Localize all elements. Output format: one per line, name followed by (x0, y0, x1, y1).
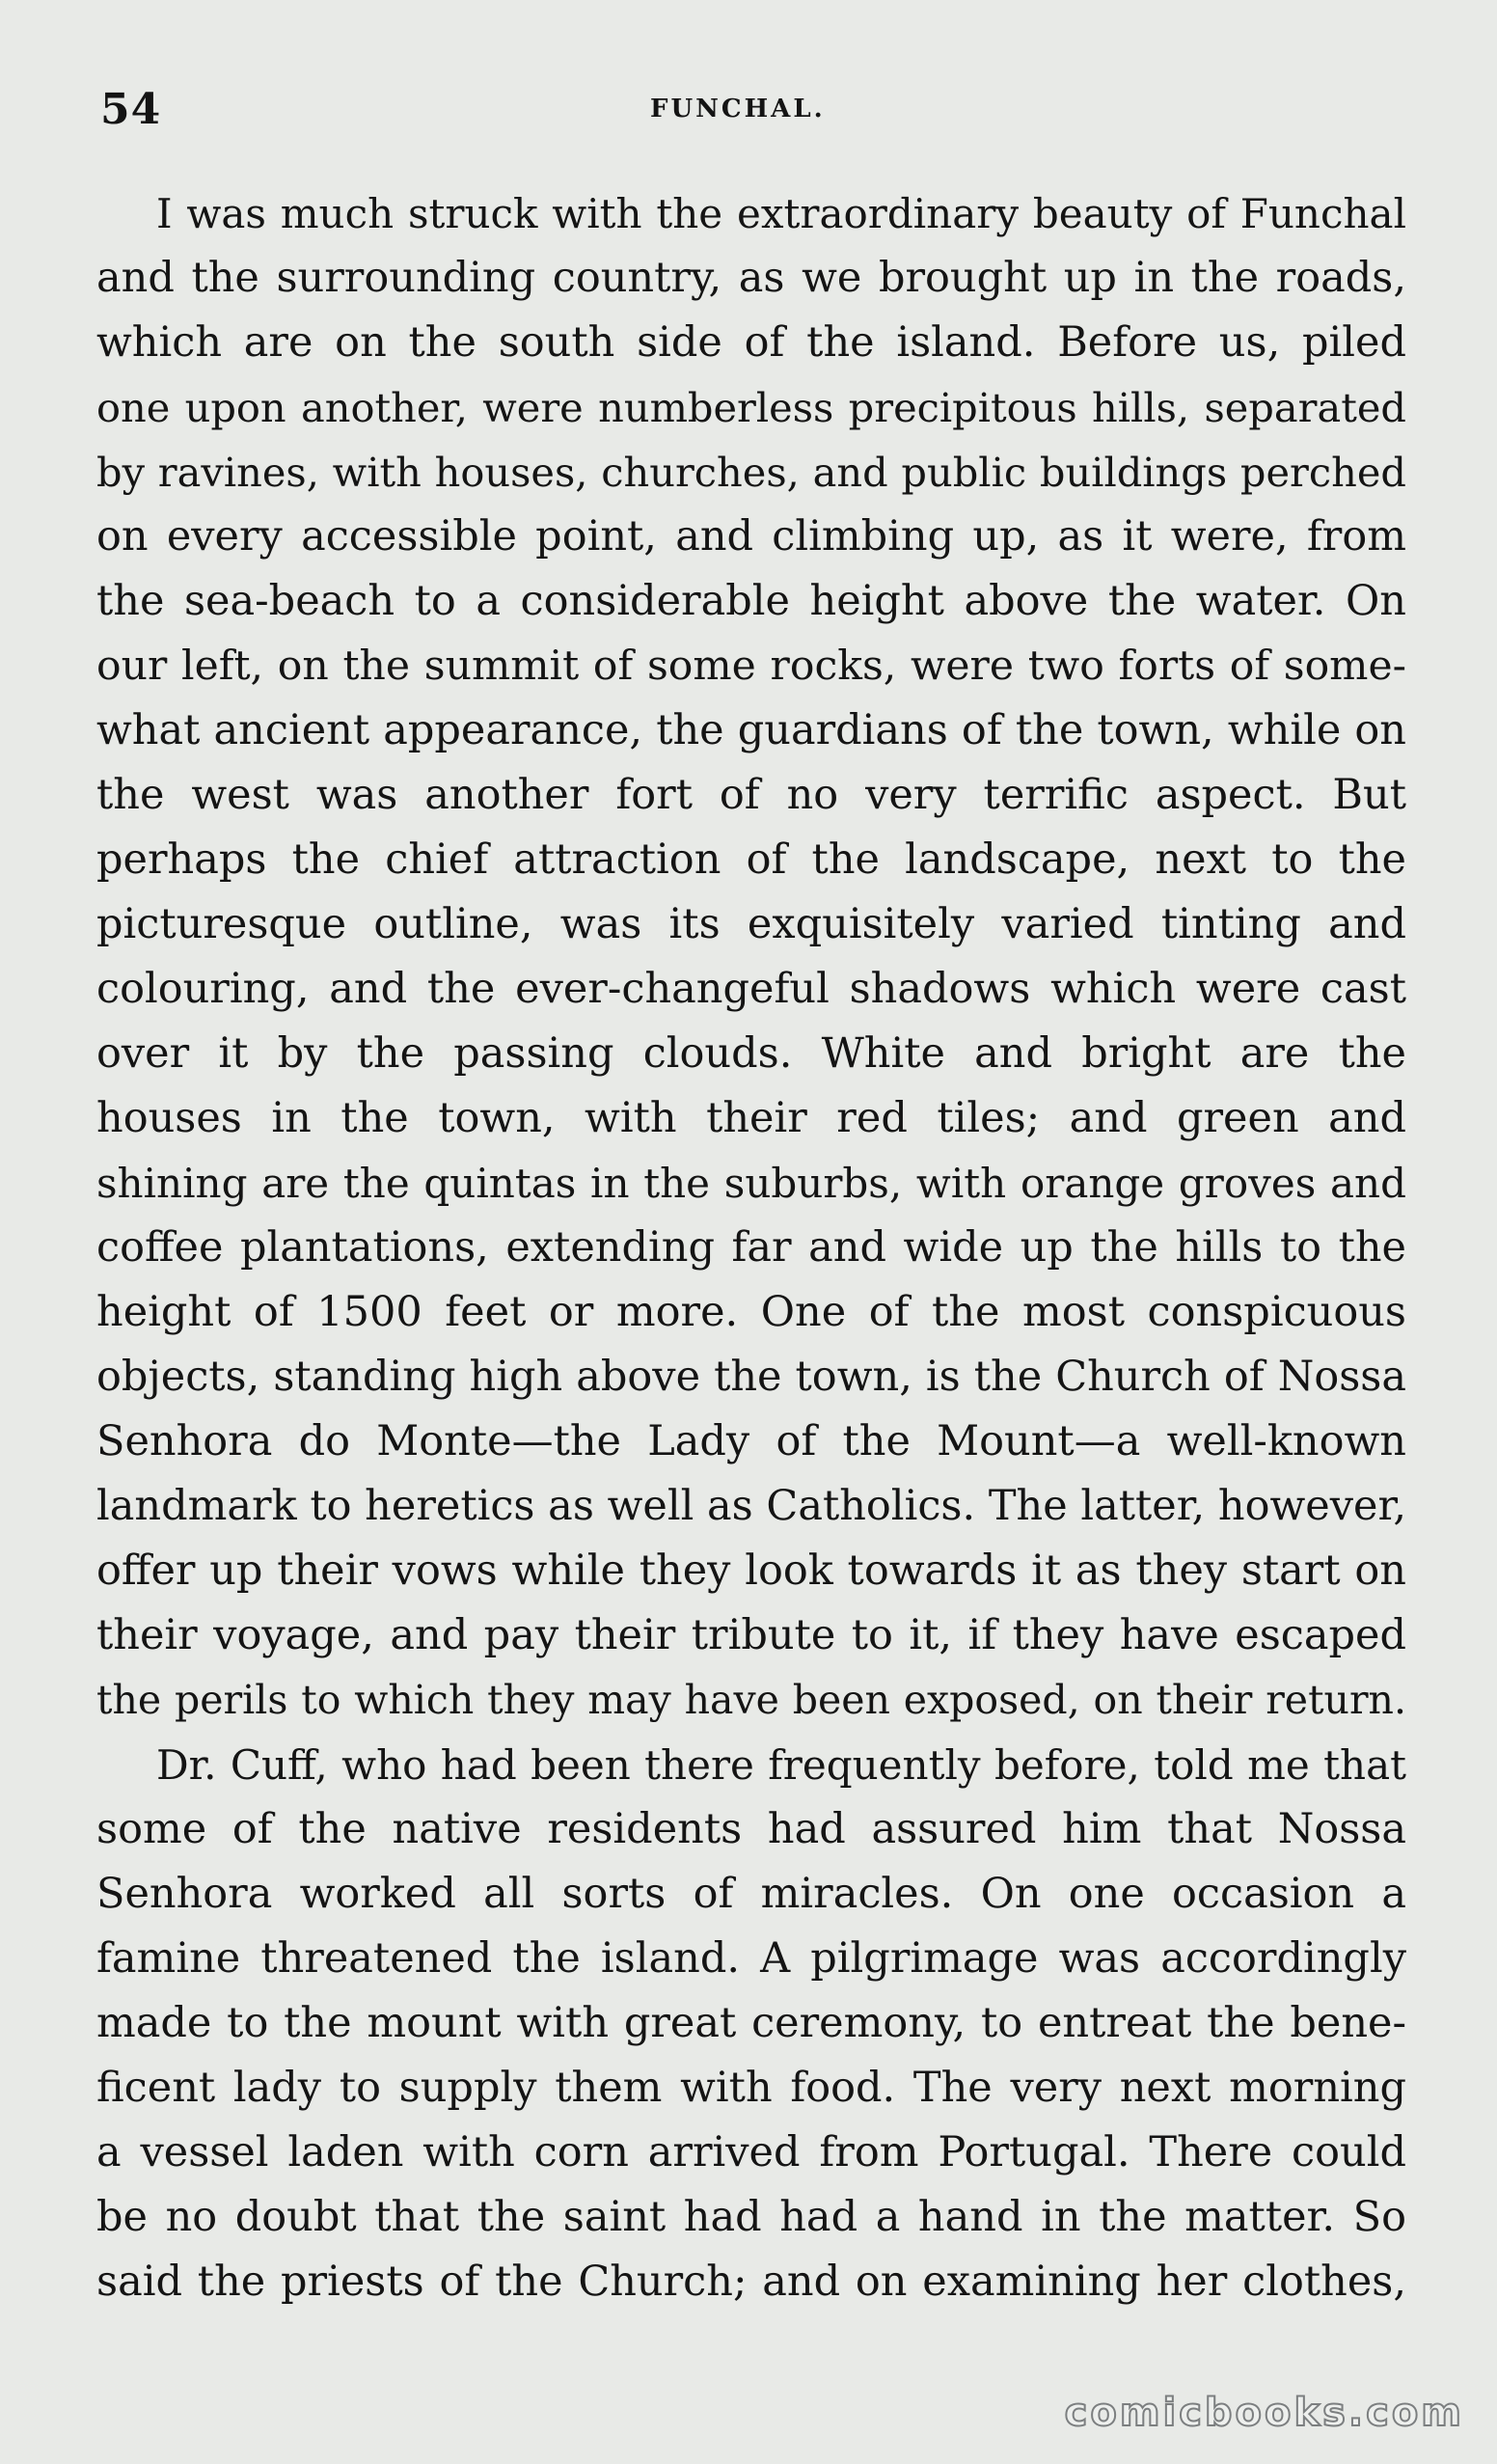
paragraph-1-line: Senhora do Monte—the Lady of the Mount—a well-known (96, 1417, 1406, 1465)
paragraph-1-line: one upon another, were numberless precipitous hills, separated (96, 384, 1406, 431)
body-text (96, 181, 1406, 2314)
paragraph-2-line: a vessel laden with corn arrived from Portugal. There could (96, 2128, 1406, 2177)
paragraph-2-line: Dr. Cuff, who had been there frequently before, told me that (156, 1741, 1406, 1789)
paragraph-1-line: colouring, and the ever-changeful shadows which were cast (96, 965, 1406, 1013)
running-head (100, 85, 1408, 143)
paragraph-1-line: I was much struck with the extraordinary beauty of Funchal (156, 190, 1406, 237)
paragraph-2-line: be no doubt that the saint had had a hand in the matter. So (96, 2193, 1406, 2241)
paragraph-1-line: the west was another fort of no very terrific aspect. But (96, 771, 1406, 819)
paragraph-1-line: picturesque outline, was its exquisitely varied tinting and (96, 900, 1406, 948)
paragraph-1-line: by ravines, with houses, churches, and public buildings perched (96, 449, 1406, 496)
paragraph-1-line: offer up their vows while they look towards it as they start on (96, 1547, 1406, 1595)
paragraph-1-line: our left, on the summit of some rocks, were two forts of some- (96, 643, 1406, 690)
paragraph-1-line: landmark to heretics as well as Catholics. The latter, however, (96, 1482, 1406, 1530)
paragraph-1-line: perhaps the chief attraction of the landscape, next to the (96, 835, 1406, 884)
paragraph-1-line: height of 1500 feet or more. One of the most conspicuous (96, 1288, 1406, 1336)
paragraph-1-line: the sea-beach to a considerable height above the water. On (96, 577, 1406, 625)
running-title: FUNCHAL. (650, 95, 826, 123)
paragraph-1-line: over it by the passing clouds. White and bright are the (96, 1029, 1406, 1078)
paragraph-2-line: made to the mount with great ceremony, to entreat the bene- (96, 1999, 1406, 2047)
paragraph-1-line: objects, standing high above the town, is the Church of Nossa (96, 1353, 1406, 1401)
page-number: 54 (100, 85, 162, 134)
paragraph-2-line: famine threatened the island. A pilgrimage was accordingly (96, 1934, 1406, 1983)
paragraph-2-line: ficent lady to supply them with food. The very next morning (96, 2064, 1406, 2112)
paragraph-1-line: the perils to which they may have been exposed, on their return. (96, 1677, 1406, 1723)
paragraph-1-line: coffee plantations, extending far and wide up the hills to the (96, 1223, 1406, 1272)
paragraph-1-line: what ancient appearance, the guardians of the town, while on (96, 706, 1406, 754)
paragraph-1-line: on every accessible point, and climbing up, as it were, from (96, 512, 1406, 561)
paragraph-2-line: some of the native residents had assured him that Nossa (96, 1805, 1406, 1853)
paragraph-1-line: which are on the south side of the island. Before us, piled (96, 318, 1406, 367)
paragraph-1-line: their voyage, and pay their tribute to it, if they have escaped (96, 1611, 1406, 1659)
watermark: comicbooks.com (1064, 2391, 1464, 2435)
paragraph-2-line: Senhora worked all sorts of miracles. On one occasion a (96, 1870, 1406, 1918)
paragraph-1-line: houses in the town, with their red tiles; and green and (96, 1094, 1406, 1142)
paragraph-1-line: shining are the quintas in the suburbs, with orange groves and (96, 1160, 1406, 1207)
paragraph-2-line: said the priests of the Church; and on examining her clothes, (96, 2258, 1406, 2306)
paragraph-1-line: and the surrounding country, as we brought up in the roads, (96, 254, 1406, 302)
